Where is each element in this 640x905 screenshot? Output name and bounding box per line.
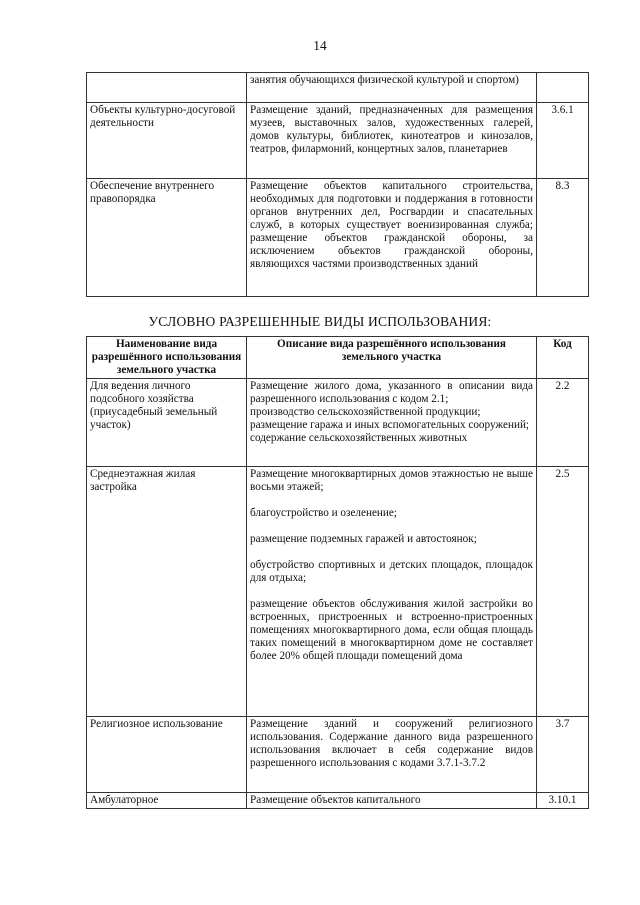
- use-description: [247, 379, 537, 467]
- use-name: Для ведения личного подсобного хозяйства (приусадебный земельный участок): [87, 379, 247, 467]
- table-row: [87, 793, 589, 809]
- description-paragraph: благоустройство и озеленение;: [250, 507, 397, 519]
- use-code: 8.3: [537, 179, 589, 297]
- permitted-uses-table: [86, 72, 589, 297]
- header-code: Код: [537, 337, 589, 379]
- use-name: Религиозное использование: [87, 717, 247, 793]
- use-code: 3.10.1: [537, 793, 589, 809]
- table-row: [87, 179, 589, 297]
- use-code: 2.2: [537, 379, 589, 467]
- description-paragraph: содержание сельскохозяйственных животных: [250, 432, 468, 444]
- header-name: Наименование вида разрешённого использования земельного участка: [87, 337, 247, 379]
- use-description: [247, 467, 537, 717]
- use-name: Амбулаторное: [87, 793, 247, 809]
- use-description: занятия обучающихся физической культурой и спортом): [247, 73, 537, 103]
- conditional-uses-table: [86, 336, 589, 809]
- table-row: [87, 467, 589, 717]
- use-description: Размещение зданий и сооружений религиозного использования. Содержание данного вида разрешенного использования включает в себя содержание видов разрешенного использования с кодами 3.7.1-3.7.2: [247, 717, 537, 793]
- description-paragraph: обустройство спортивных и детских площадок, площадок для отдыха;: [250, 559, 533, 584]
- use-description: Размещение зданий, предназначенных для размещения музеев, выставочных залов, художественных галерей, домов культуры, библиотек, кинотеатров и кинозалов, театров, филармоний, концертных залов, планетариев: [247, 103, 537, 179]
- description-paragraph: Размещение многоквартирных домов этажностью не выше восьми этажей;: [250, 468, 533, 493]
- description-paragraph: размещение гаража и иных вспомогательных сооружений;: [250, 419, 530, 431]
- use-name: Объекты культурно-досуговой деятельности: [87, 103, 247, 179]
- table-row: [87, 379, 589, 467]
- use-name: [87, 73, 247, 103]
- use-description: Размещение объектов капитального строительства, необходимых для подготовки и поддержания в готовности органов внутренних дел, Росгвардии и спасательных служб, в которых существует военизированная служба; размещение объектов гражданской обороны, за исключением объектов гражданской обороны, являющихся частями производственных зданий: [247, 179, 537, 297]
- description-paragraph: размещение подземных гаражей и автостоянок;: [250, 533, 477, 545]
- use-name: Обеспечение внутреннего правопорядка: [87, 179, 247, 297]
- page-number: 14: [313, 38, 327, 53]
- header-description: Описание вида разрешённого использования земельного участка: [247, 337, 537, 379]
- header-row: [87, 337, 589, 379]
- table-row: [87, 717, 589, 793]
- table-row: [87, 103, 589, 179]
- section-title: УСЛОВНО РАЗРЕШЕННЫЕ ВИДЫ ИСПОЛЬЗОВАНИЯ:: [148, 314, 492, 329]
- use-description: Размещение объектов капитального: [247, 793, 537, 809]
- use-code: 2.5: [537, 467, 589, 717]
- use-code: [537, 73, 589, 103]
- description-paragraph: Размещение жилого дома, указанного в описании вида разрешенного использования с кодом 2.1;: [250, 380, 533, 405]
- description-paragraph: размещение объектов обслуживания жилой застройки во встроенных, пристроенных и встроенно-пристроенных помещениях многоквартирного дома, если общая площадь таких помещений в многоквартирном доме не составляет более 20% общей площади помещений дома: [250, 598, 533, 662]
- use-code: 3.6.1: [537, 103, 589, 179]
- table-row: [87, 73, 589, 103]
- use-code: 3.7: [537, 717, 589, 793]
- use-name: Среднеэтажная жилая застройка: [87, 467, 247, 717]
- description-paragraph: производство сельскохозяйственной продукции;: [250, 406, 481, 418]
